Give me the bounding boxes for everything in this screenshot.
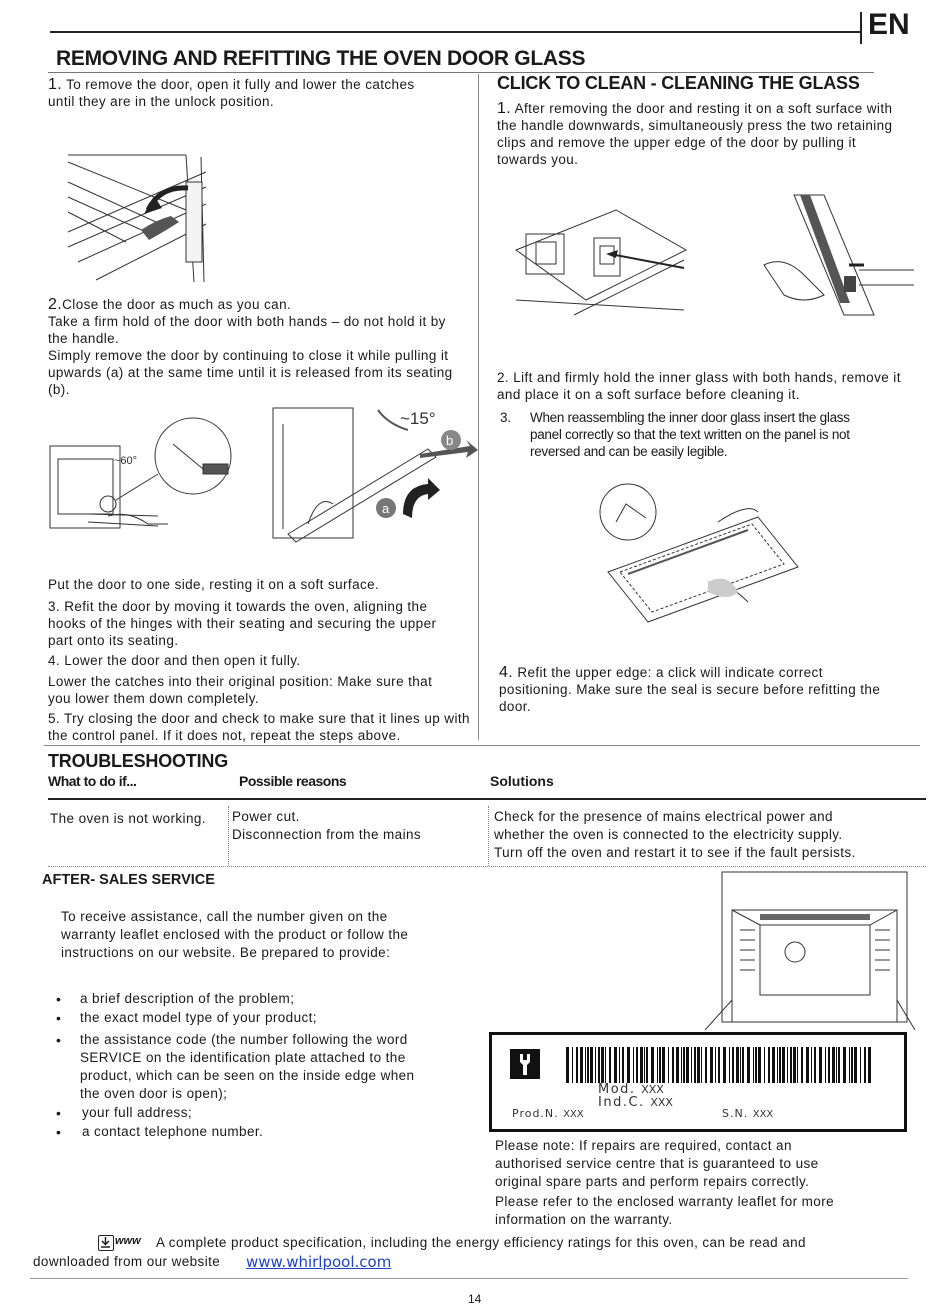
label-b: b <box>446 433 454 448</box>
left-step-5: 5. Try closing the door and check to make sure that it lines up with the control panel. If it does not, repeat the steps above. <box>48 711 470 743</box>
troubleshooting-title: TROUBLESHOOTING <box>48 751 228 771</box>
plate-indc: Ind.C. XXX <box>598 1095 673 1110</box>
angle-15-label: ~15° <box>400 409 436 428</box>
list-item: • a brief description of the problem; <box>56 991 295 1007</box>
troubleshooting-col-reasons: Possible reasons <box>239 773 347 789</box>
troubleshooting-bottom-rule <box>48 866 926 867</box>
reason-cell: Power cut. Disconnection from the mains <box>232 809 422 842</box>
product-spec-text-2: downloaded from our website <box>33 1254 221 1269</box>
put-door-aside: Put the door to one side, resting it on a soft surface. <box>48 577 380 592</box>
figure-retaining-clips <box>514 190 919 330</box>
label-a: a <box>382 501 390 516</box>
website-link[interactable]: www.whirlpool.com <box>246 1253 392 1271</box>
header-rule <box>50 31 860 33</box>
after-sales-intro: To receive assistance, call the number given on the warranty leaflet enclosed with the product or follow the instructions on our website. Be prepared to provide: <box>61 909 409 960</box>
problem-cell: The oven is not working. <box>50 811 206 826</box>
cell-divider-1 <box>228 806 229 866</box>
product-spec-text: A complete product specification, including the energy efficiency ratings for this oven, can be read and <box>156 1235 806 1250</box>
right-step-4: 4. Refit the upper edge: a click will indicate correct positioning. Make sure the seal is secure before refitting the door. <box>499 664 881 714</box>
barcode <box>566 1047 876 1083</box>
left-step-3: 3. Refit the door by moving it towards the oven, aligning the hooks of the hinges with their seating and securing the upper part onto its seating. <box>48 599 437 648</box>
right-step-3: 3. When reassembling the inner door glass insert the glass panel correctly so that the text written on the panel is not reversed and can be easily legible. <box>500 410 850 459</box>
troubleshooting-col-solutions: Solutions <box>490 773 554 789</box>
click-to-clean-title: CLICK TO CLEAN - CLEANING THE GLASS <box>497 73 860 93</box>
warranty-note: Please refer to the enclosed warranty leaflet for more information on the warranty. <box>495 1194 835 1227</box>
footer-rule <box>30 1278 908 1279</box>
language-code: EN <box>868 8 910 41</box>
troubleshooting-top-rule <box>44 745 920 746</box>
angle-60-label: ~60° <box>114 455 138 467</box>
list-item: • a contact telephone number. <box>56 1124 264 1140</box>
troubleshooting-col-what: What to do if... <box>48 773 137 789</box>
repairs-note: Please note: If repairs are required, contact an authorised service centre that is guaranteed to use original spare parts and perform repairs correctly. <box>495 1138 819 1189</box>
list-item: • your full address; <box>56 1105 192 1121</box>
solution-cell: Check for the presence of mains electrical power and whether the oven is connected to the electricity supply. Turn off the oven and restart it to see if the fault persists. <box>494 809 856 860</box>
oven-illustration <box>700 870 920 1030</box>
list-item: • the assistance code (the number following the word SERVICE on the identification plate attached to the product, which can be seen on the inside edge when the oven door is open); <box>56 1032 415 1101</box>
right-step-2: 2. Lift and firmly hold the inner glass with both hands, remove it and place it on a soft surface before cleaning it. <box>497 370 901 402</box>
left-step-4: 4. Lower the door and then open it fully. <box>48 653 301 668</box>
cell-divider-2 <box>488 806 489 866</box>
plate-sn: S.N. XXX <box>722 1107 774 1120</box>
figure-door-removal <box>48 404 478 544</box>
page-number: 14 <box>468 1292 482 1306</box>
after-sales-list <box>56 990 446 1141</box>
figure-glass-panel <box>598 482 803 627</box>
download-icon <box>98 1235 114 1251</box>
left-step-1: 1. To remove the door, open it fully and lower the catches until they are in the unlock position. <box>48 76 415 109</box>
after-sales-title: AFTER- SALES SERVICE <box>42 872 215 888</box>
list-item: • the exact model type of your product; <box>56 1010 317 1026</box>
column-divider <box>478 74 479 740</box>
identification-plate <box>489 1032 907 1132</box>
figure-door-catch <box>66 152 216 284</box>
troubleshooting-header-rule <box>48 798 926 800</box>
header-divider <box>860 12 862 44</box>
left-step-2: 2.Close the door as much as you can. Take a firm hold of the door with both hands – do not hold it by the handle. Simply remove the door by continuing to close it while pulling it upwards (a) at the same time until it is released from its seating (b). <box>48 296 453 397</box>
plate-mod: Mod. XXX <box>598 1082 664 1097</box>
right-step-1: 1. After removing the door and resting it on a soft surface with the handle downwards, simultaneously press the two retaining clips and remove the upper edge of the door by pulling it towards you. <box>497 100 893 167</box>
www-icon-label: www <box>115 1235 141 1247</box>
page-title: REMOVING AND REFITTING THE OVEN DOOR GLASS <box>56 47 586 70</box>
plate-prod: Prod.N. XXX <box>512 1107 584 1120</box>
left-step-4b: Lower the catches into their original position: Make sure that you lower them down completely. <box>48 674 433 706</box>
wrench-icon <box>510 1049 540 1079</box>
